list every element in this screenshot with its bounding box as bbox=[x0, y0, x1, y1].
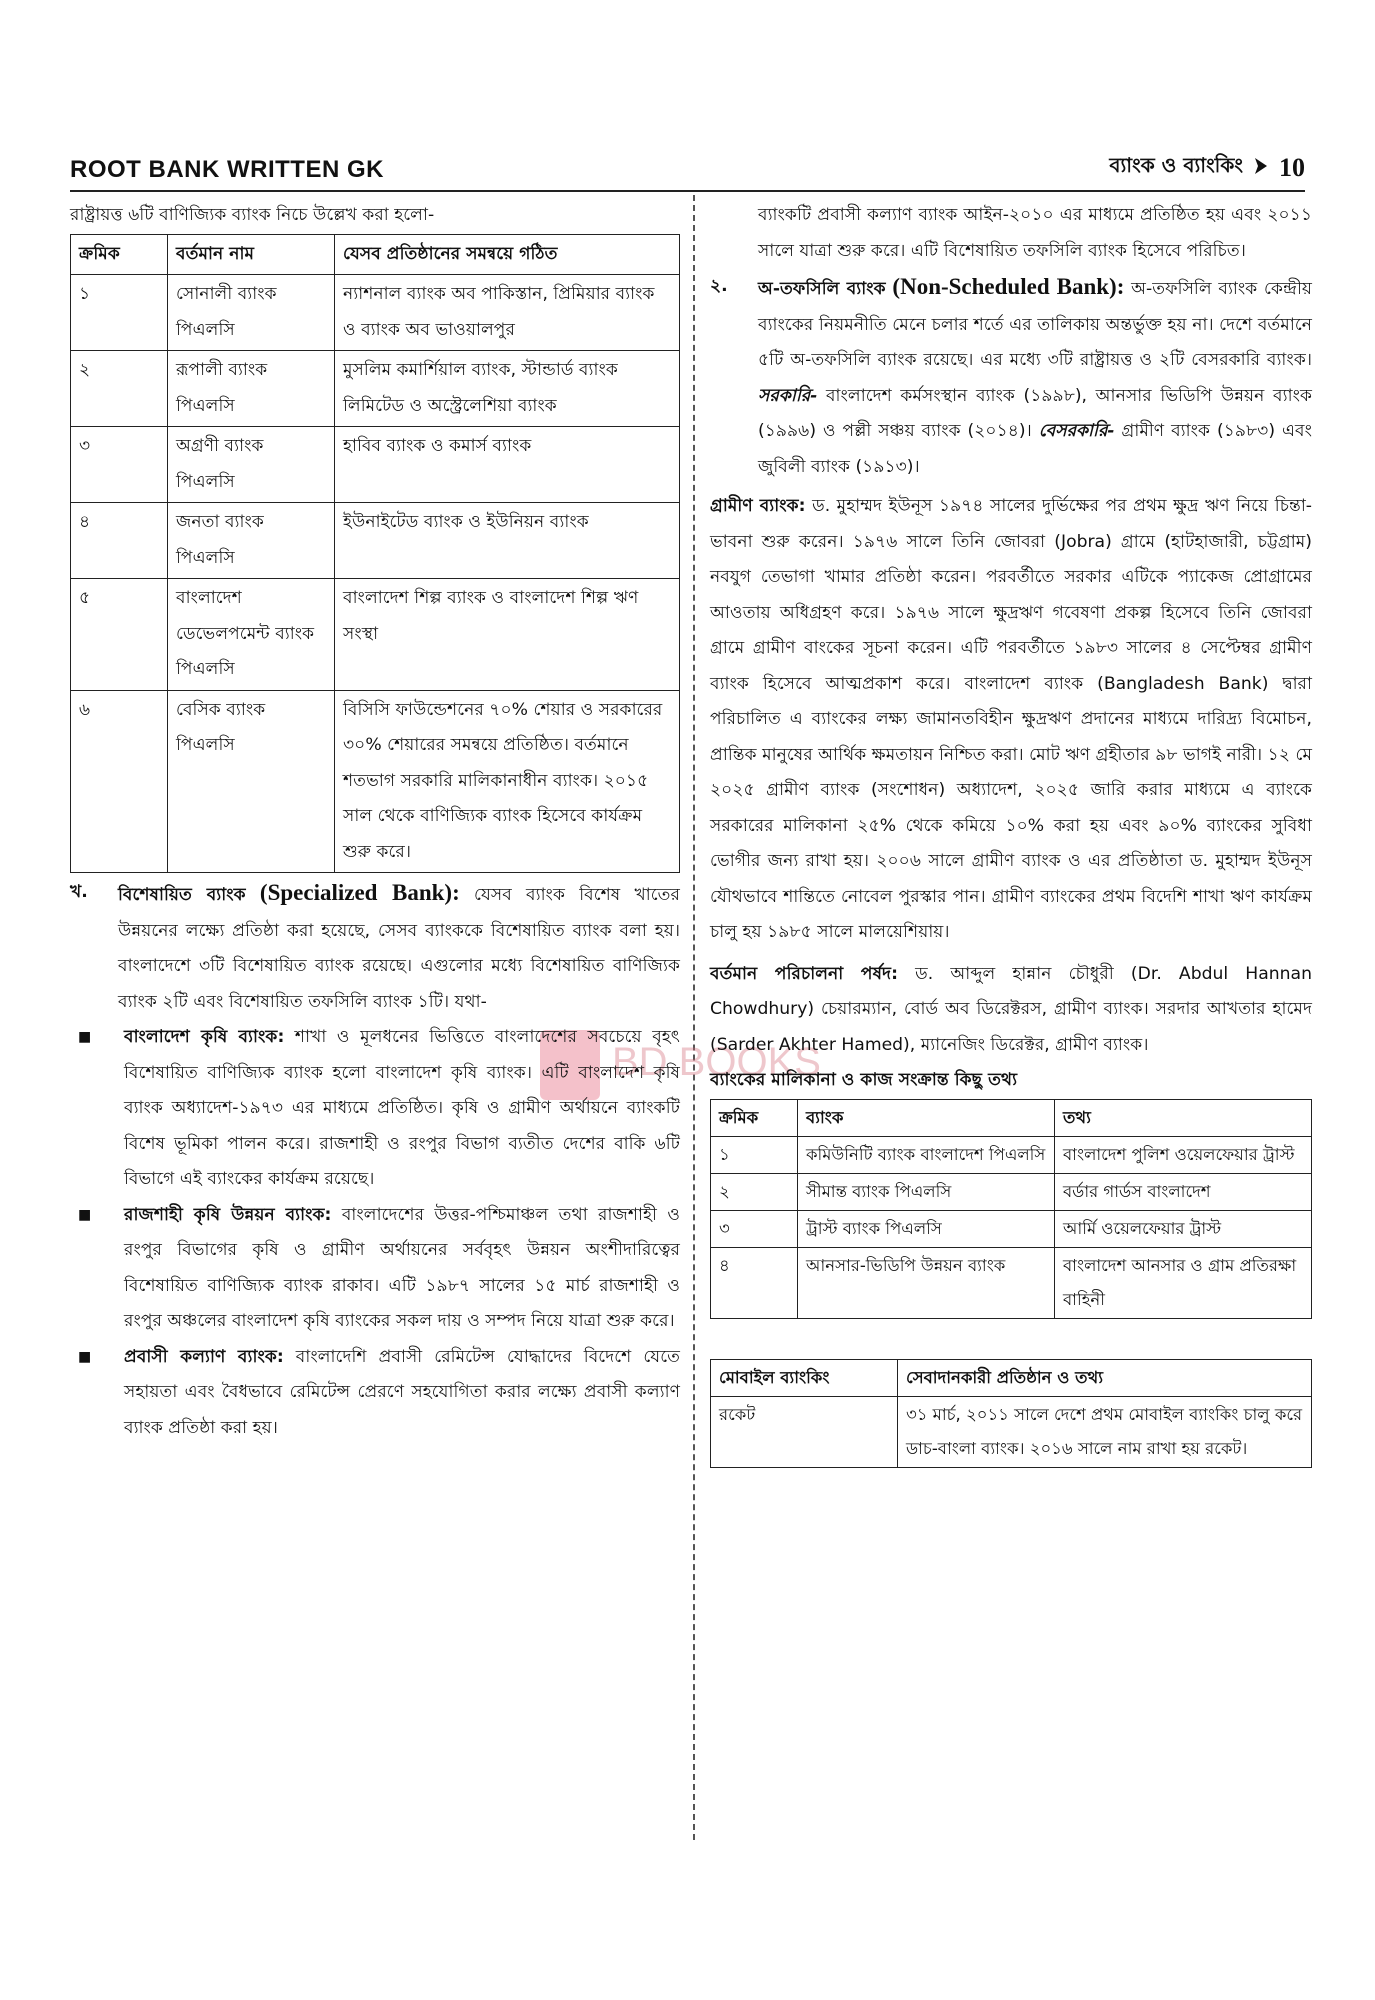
mobile-banking-table bbox=[710, 1359, 1312, 1468]
board-heading: বর্তমান পরিচালনা পর্ষদ: bbox=[710, 963, 898, 984]
bank-name-cell: বেসিক ব্যাংক পিএলসি bbox=[168, 690, 335, 873]
table-row bbox=[71, 503, 680, 579]
list-item bbox=[70, 1020, 680, 1198]
bank-name-cell: ট্রাস্ট ব্যাংক পিএলসি bbox=[798, 1210, 1055, 1247]
bank-name-cell: সীমান্ত ব্যাংক পিএলসি bbox=[798, 1173, 1055, 1210]
column-header: ব্যাংক bbox=[798, 1099, 1055, 1136]
grameen-text: ড. মুহাম্মদ ইউনূস ১৯৭৪ সালের দুর্ভিক্ষের পর প্রথম ক্ষুদ্র ঋণ নিয়ে চিন্তা-ভাবনা শুরু করেন। ১৯৭৬ সালে তিনি জোবরা (Jobra) গ্রামে (হাটহাজারী, চট্টগ্রাম) নবযুগ তেভাগা খামার প্রতিষ্ঠা করেন। পরবর্তীতে সরকার এটিকে প্যাকেজ প্রোগ্রামের আওতায় অধিগ্রহণ করে। ১৯৭৬ সালে ক্ষুদ্রঋণ গবেষণা প্রকল্প হিসেবে তিনি জোবরা গ্রামে গ্রামীণ বাংকের সূচনা করেন। এটি পরবর্তীতে ১৯৮৩ সালের ৪ সেপ্টেম্বর গ্রামীণ ব্যাংক হিসেবে আত্মপ্রকাশ করে। বাংলাদেশ ব্যাংক (Bangladesh Bank) দ্বারা পরিচালিত এ ব্যাংকের লক্ষ্য জামানতবিহীন ক্ষুদ্রঋণ প্রদানের মাধ্যমে দারিদ্র্য বিমোচন, প্রান্তিক মানুষের আর্থিক ক্ষমতায়ন নিশ্চিত করা। মোট ঋণ গ্রহীতার ৯৮ ভাগই নারী। ১২ মে ২০২৫ গ্রামীণ ব্যাংক (সংশোধন) অধ্যাদেশ, ২০২৫ জারি করার মাধ্যমে এ ব্যাংকে সরকারের মালিকানা ২৫% থেকে কমিয়ে ১০% করা হয় এবং ৯০% ব্যাংকের সুবিধা ভোগীর জন্য রাখা হয়। ২০০৬ সালে গ্রামীণ ব্যাংক ও এর প্রতিষ্ঠাতা ড. মুহাম্মদ ইউনূস যৌথভাবে শান্তিতে নোবেল পুরস্কার পান। গ্রামীণ ব্যাংকের প্রথম বিদেশি শাখা ঋণ কার্যক্রম চালু হয় ১৯৮৫ সালে মালয়েশিয়ায়। bbox=[710, 496, 1313, 942]
table-row bbox=[711, 1136, 1312, 1173]
column-header: ক্রমিক bbox=[71, 234, 168, 275]
formed-from-cell: বাংলাদেশ শিল্প ব্যাংক ও বাংলাদেশ শিল্প ঋণ সংস্থা bbox=[335, 579, 680, 691]
info-cell: বাংলাদেশ পুলিশ ওয়েলফেয়ার ট্রাস্ট bbox=[1055, 1136, 1312, 1173]
state-banks-table-body bbox=[71, 275, 680, 873]
bank-name-cell: সোনালী ব্যাংক পিএলসি bbox=[168, 275, 335, 351]
list-item bbox=[70, 1198, 680, 1340]
private-banks-text: গ্রামীণ ব্যাংক (১৯৮৩) এবং জুবিলী ব্যাংক (১৯১৩)। bbox=[758, 421, 1312, 477]
table-row bbox=[71, 351, 680, 427]
service-name-cell: রকেট bbox=[711, 1396, 898, 1467]
specialized-bank-section bbox=[70, 875, 680, 1020]
formed-from-cell: ন্যাশনাল ব্যাংক অব পাকিস্তান, প্রিমিয়ার ব্যাংক ও ব্যাংক অব ভাওয়ালপুর bbox=[335, 275, 680, 351]
grameen-paragraph bbox=[710, 489, 1312, 951]
serial-cell: ২ bbox=[71, 351, 168, 427]
section-label: খ. bbox=[70, 882, 88, 902]
bank-name-cell: অগ্রণী ব্যাংক পিএলসি bbox=[168, 427, 335, 503]
watermark-text: BD BOOKS bbox=[612, 1040, 821, 1084]
serial-cell: ১ bbox=[71, 275, 168, 351]
bank-name-cell: রূপালী ব্যাংক পিএলসি bbox=[168, 351, 335, 427]
grameen-heading: গ্রামীণ ব্যাংক: bbox=[710, 496, 806, 516]
formed-from-cell: হাবিব ব্যাংক ও কমার্স ব্যাংক bbox=[335, 427, 680, 503]
section-text: অ-তফসিলি ব্যাংক কেন্দ্রীয় ব্যাংকের নিয়মনীতি মেনে চলার শর্তে এর তালিকায় অন্তর্ভুক্ত হয় না। দেশে বর্তমানে ৫টি অ-তফসিলি ব্যাংক রয়েছে। এর মধ্যে ৩টি রাষ্ট্রায়ত্ত ও ২টি বেসরকারি ব্যাংক। bbox=[758, 279, 1313, 370]
table-row bbox=[711, 1210, 1312, 1247]
column-header: মোবাইল ব্যাংকিং bbox=[711, 1359, 898, 1396]
service-info-cell: ৩১ মার্চ, ২০১১ সালে দেশে প্রথম মোবাইল ব্যাংকিং চালু করে ডাচ-বাংলা ব্যাংক। ২০১৬ সালে নাম রাখা হয় রকেট। bbox=[898, 1396, 1312, 1467]
intro-text: রাষ্ট্রায়ত্ত ৬টি বাণিজ্যিক ব্যাংক নিচে উল্লেখ করা হলো- bbox=[70, 205, 435, 225]
government-label: সরকারি- bbox=[758, 385, 818, 406]
list-item-text: বাংলাদেশি প্রবাসী রেমিটেন্স যোদ্ধাদের বিদেশে যেতে সহায়তা এবং বৈধভাবে রেমিটেন্স প্রেরণে সহযোগিতা করার লক্ষ্যে প্রবাসী কল্যাণ ব্যাংক প্রতিষ্ঠা করা হয়। bbox=[124, 1346, 680, 1438]
section-label: ২. bbox=[710, 276, 728, 296]
bank-name-cell: জনতা ব্যাংক পিএলসি bbox=[168, 503, 335, 579]
section-title-group bbox=[1109, 151, 1305, 184]
private-label: বেসরকারি- bbox=[1038, 421, 1115, 441]
serial-cell: ৫ bbox=[71, 579, 168, 691]
serial-cell: ৩ bbox=[711, 1210, 798, 1247]
left-column bbox=[70, 198, 680, 1446]
table-row bbox=[711, 1396, 1312, 1467]
formed-from-cell: ইউনাইটেড ব্যাংক ও ইউনিয়ন ব্যাংক bbox=[335, 503, 680, 579]
board-paragraph bbox=[710, 957, 1312, 1064]
section-text: যেসব ব্যাংক বিশেষ খাতের উন্নয়নের লক্ষ্যে প্রতিষ্ঠা করা হয়েছে, সেসব ব্যাংককে বিশেষায়িত ব্যাংক বলা হয়। বাংলাদেশে ৩টি বিশেষায়িত ব্যাংক রয়েছে। এগুলোর মধ্যে বিশেষায়িত বাণিজ্যিক ব্যাংক ২টি এবং বিশেষায়িত তফসিলি ব্যাংক ১টি। যথা- bbox=[118, 885, 681, 1012]
square-bullet-icon: ■ bbox=[78, 1029, 92, 1045]
column-header: তথ্য bbox=[1055, 1099, 1312, 1136]
square-bullet-icon: ■ bbox=[78, 1206, 92, 1223]
serial-cell: ৩ bbox=[71, 427, 168, 503]
page-header bbox=[70, 148, 1305, 192]
column-header: বর্তমান নাম bbox=[168, 234, 335, 275]
table-row bbox=[711, 1173, 1312, 1210]
table-header-row bbox=[711, 1359, 1312, 1396]
mobile-banking-table-body bbox=[711, 1396, 1312, 1467]
ownership-table-body bbox=[711, 1136, 1312, 1318]
formed-from-cell: মুসলিম কমার্শিয়াল ব্যাংক, স্টান্ডার্ড ব্যাংক লিমিটেড ও অস্ট্রেলেশিয়া ব্যাংক bbox=[335, 351, 680, 427]
section-heading-en: (Specialized Bank): bbox=[259, 880, 460, 905]
formed-from-cell: বিসিসি ফাউন্ডেশনের ৭০% শেয়ার ও সরকারের ৩০% শেয়ারের সমন্বয়ে প্রতিষ্ঠিত। বর্তমানে শতভাগ সরকারি মালিকানাধীন ব্যাংক। ২০১৫ সাল থেকে বাণিজ্যিক ব্যাংক হিসেবে কার্যক্রম শুরু করে। bbox=[335, 690, 680, 873]
section-title: ব্যাংক ও ব্যাংকিং bbox=[1109, 153, 1243, 177]
section-heading-en: (Non-Scheduled Bank): bbox=[892, 274, 1125, 299]
table-header-row bbox=[711, 1099, 1312, 1136]
column-header: ক্রমিক bbox=[711, 1099, 798, 1136]
info-cell: বর্ডার গার্ডস বাংলাদেশ bbox=[1055, 1173, 1312, 1210]
bank-name-cell: কমিউনিটি ব্যাংক বাংলাদেশ পিএলসি bbox=[798, 1136, 1055, 1173]
serial-cell: ৪ bbox=[711, 1247, 798, 1318]
section-heading: অ-তফসিলি ব্যাংক bbox=[758, 279, 886, 299]
table-row bbox=[71, 579, 680, 691]
non-scheduled-bank-section bbox=[710, 269, 1312, 485]
ownership-table bbox=[710, 1099, 1312, 1319]
info-cell: বাংলাদেশ আনসার ও গ্রাম প্রতিরক্ষা বাহিনী bbox=[1055, 1247, 1312, 1318]
section-heading: বিশেষায়িত ব্যাংক bbox=[118, 885, 246, 905]
table-row bbox=[71, 690, 680, 873]
list-item-text: বাংলাদেশের উত্তর-পশ্চিমাঞ্চল তথা রাজশাহী ও রংপুর বিভাগের কৃষি ও গ্রামীণ অর্থায়নের সর্ববৃহৎ উন্নয়ন অংশীদারিত্বের বিশেষায়িত বাণিজ্যিক ব্যাংক রাকাব। এটি ১৯৮৭ সালের ১৫ মার্চ রাজশাহী ও রংপুর অঞ্চলের বাংলাদেশ কৃষি ব্যাংকের সকল দায় ও সম্পদ নিয়ে যাত্রা শুরু করে। bbox=[124, 1204, 680, 1331]
table-row bbox=[71, 275, 680, 351]
list-item bbox=[70, 1340, 680, 1447]
bank-name-cell: আনসার-ভিডিপি উন্নয়ন ব্যাংক bbox=[798, 1247, 1055, 1318]
serial-cell: ৪ bbox=[71, 503, 168, 579]
government-banks-text: বাংলাদেশ কর্মসংস্থান ব্যাংক (১৯৯৮), আনসার ভিডিপি উন্নয়ন ব্যাংক (১৯৯৬) ও পল্লী সঞ্চয় ব্যাংক (২০১৪)। bbox=[758, 385, 1312, 441]
column-divider bbox=[693, 195, 695, 1840]
list-item-title: বাংলাদেশ কৃষি ব্যাংক: bbox=[124, 1027, 285, 1047]
ownership-table-title: ব্যাংকের মালিকানা ও কাজ সংক্রান্ত কিছু তথ্য bbox=[710, 1070, 1018, 1090]
info-cell: আর্মি ওয়েলফেয়ার ট্রাস্ট bbox=[1055, 1210, 1312, 1247]
table-row bbox=[71, 427, 680, 503]
right-column bbox=[710, 198, 1312, 1468]
list-item-title: রাজশাহী কৃষি উন্নয়ন ব্যাংক: bbox=[124, 1204, 332, 1225]
serial-cell: ৬ bbox=[71, 690, 168, 873]
list-item-title: প্রবাসী কল্যাণ ব্যাংক: bbox=[124, 1346, 284, 1367]
column-header: যেসব প্রতিষ্ঠানের সমন্বয়ে গঠিত bbox=[335, 234, 680, 275]
state-banks-table bbox=[70, 234, 680, 874]
book-title: ROOT BANK WRITTEN GK bbox=[70, 156, 384, 183]
square-bullet-icon: ■ bbox=[78, 1348, 92, 1365]
table-row bbox=[711, 1247, 1312, 1318]
list-item-text: শাখা ও মূলধনের ভিত্তিতে বাংলাদেশের সবচেয়ে বৃহৎ বিশেষায়িত বাণিজ্যিক ব্যাংক হলো বাংলাদেশ কৃষি ব্যাংক। এটি বাংলাদেশ কৃষি ব্যাংক অধ্যাদেশ-১৯৭৩ এর মাধ্যমে প্রতিষ্ঠিত। কৃষি ও গ্রামীণ অর্থায়নে ব্যাংকটি বিশেষ ভূমিকা পালন করে। রাজশাহী ও রংপুর বিভাগ ব্যতীত দেশের বাকি ৬টি বিভাগে এই ব্যাংকের কার্যক্রম রয়েছে। bbox=[124, 1027, 680, 1189]
continued-text: ব্যাংকটি প্রবাসী কল্যাণ ব্যাংক আইন-২০১০ এর মাধ্যমে প্রতিষ্ঠিত হয় এবং ২০১১ সালে যাত্রা শুরু করে। এটি বিশেষায়িত তফসিলি ব্যাংক হিসেবে পরিচিত। bbox=[758, 205, 1312, 261]
chevron-right-icon bbox=[1253, 156, 1269, 180]
column-header: সেবাদানকারী প্রতিষ্ঠান ও তথ্য bbox=[898, 1359, 1312, 1396]
serial-cell: ২ bbox=[711, 1173, 798, 1210]
bank-name-cell: বাংলাদেশ ডেভেলপমেন্ট ব্যাংক পিএলসি bbox=[168, 579, 335, 691]
page-number: 10 bbox=[1279, 152, 1305, 182]
table-header-row bbox=[71, 234, 680, 275]
serial-cell: ১ bbox=[711, 1136, 798, 1173]
specialized-bank-list bbox=[70, 1020, 680, 1446]
board-text: ড. আব্দুল হান্নান চৌধুরী (Dr. Abdul Hannan Chowdhury) চেয়ারম্যান, বোর্ড অব ডিরেক্টরস, গ্রামীণ ব্যাংক। সরদার আখতার হামেদ (Sarder Akhter Hamed), ম্যানেজিং ডিরেক্টর, গ্রামীণ ব্যাংক। bbox=[710, 963, 1312, 1055]
